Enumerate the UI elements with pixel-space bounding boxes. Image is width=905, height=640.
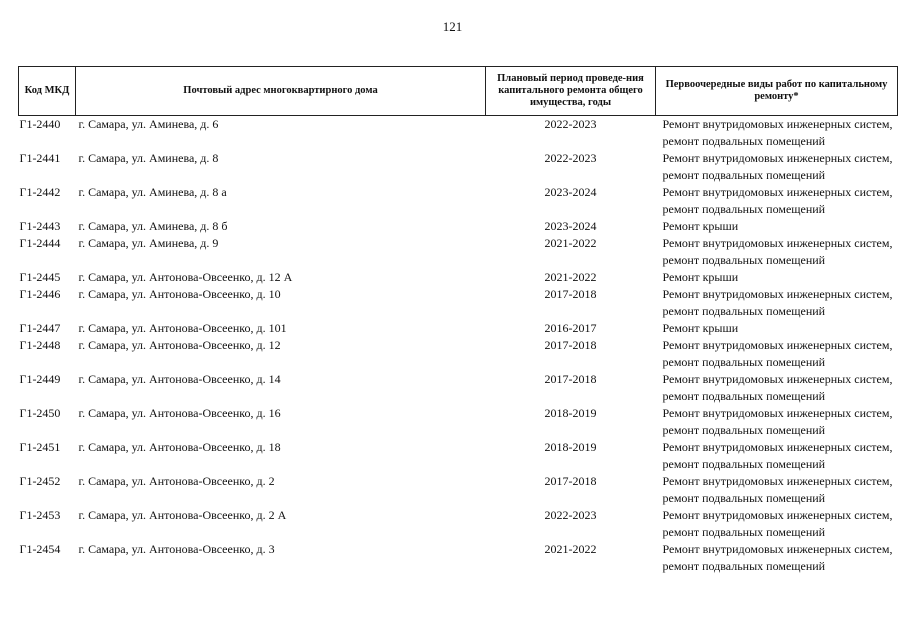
cell-works — [656, 218, 898, 235]
cell-works — [656, 507, 898, 541]
works-line: Ремонт внутридомовых инженерных систем, — [662, 236, 893, 250]
table-row — [19, 218, 898, 235]
cell-address: г. Самара, ул. Антонова-Овсеенко, д. 12 — [78, 338, 281, 352]
cell-address: г. Самара, ул. Антонова-Овсеенко, д. 16 — [78, 406, 281, 420]
works-line: Ремонт внутридомовых инженерных систем, — [662, 508, 893, 522]
cell-period: 2021-2022 — [544, 236, 597, 250]
cell-address: г. Самара, ул. Аминева, д. 9 — [78, 236, 219, 250]
cell-period: 2017-2018 — [544, 287, 597, 301]
table-row — [19, 439, 898, 473]
table-row — [19, 320, 898, 337]
cell-period: 2017-2018 — [544, 338, 597, 352]
cell-address: г. Самара, ул. Аминева, д. 8 б — [78, 219, 228, 233]
cell-address: г. Самара, ул. Антонова-Овсеенко, д. 18 — [78, 440, 281, 454]
cell-address: г. Самара, ул. Антонова-Овсеенко, д. 101 — [78, 321, 287, 335]
table-row — [19, 337, 898, 371]
cell-works — [656, 337, 898, 371]
cell-period: 2023-2024 — [544, 219, 597, 233]
cell-works — [656, 371, 898, 405]
table-row — [19, 405, 898, 439]
cell-period: 2022-2023 — [544, 151, 597, 165]
works-line: ремонт подвальных помещений — [662, 253, 826, 267]
works-line: ремонт подвальных помещений — [662, 423, 826, 437]
works-line: ремонт подвальных помещений — [662, 525, 826, 539]
page-number: 121 — [442, 19, 463, 34]
cell-works — [656, 473, 898, 507]
table-row — [19, 541, 898, 575]
cell-period: 2018-2019 — [544, 440, 597, 454]
cell-code: Г1-2449 — [19, 372, 61, 386]
header-period: Плановый период проведе-ния капитального ремонта общего имущества, годы — [486, 67, 656, 116]
cell-code: Г1-2453 — [19, 508, 61, 522]
cell-works — [656, 269, 898, 286]
works-line: ремонт подвальных помещений — [662, 559, 826, 573]
table-row — [19, 150, 898, 184]
cell-works — [656, 116, 898, 151]
header-works: Первоочередные виды работ по капитальному ремонту* — [656, 67, 898, 116]
cell-period: 2022-2023 — [544, 508, 597, 522]
cell-code: Г1-2454 — [19, 542, 61, 556]
works-line: Ремонт крыши — [662, 219, 739, 233]
table-row — [19, 235, 898, 269]
works-line: ремонт подвальных помещений — [662, 134, 826, 148]
cell-code: Г1-2450 — [19, 406, 61, 420]
cell-period: 2023-2024 — [544, 185, 597, 199]
cell-address: г. Самара, ул. Антонова-Овсеенко, д. 12 А — [78, 270, 293, 284]
cell-address: г. Самара, ул. Аминева, д. 8 — [78, 151, 219, 165]
cell-period: 2017-2018 — [544, 474, 597, 488]
works-line: Ремонт внутридомовых инженерных систем, — [662, 117, 893, 131]
cell-address: г. Самара, ул. Антонова-Овсеенко, д. 10 — [78, 287, 281, 301]
works-line: Ремонт внутридомовых инженерных систем, — [662, 542, 893, 556]
cell-address: г. Самара, ул. Аминева, д. 8 а — [78, 185, 227, 199]
cell-works — [656, 286, 898, 320]
table-row — [19, 116, 898, 151]
cell-period: 2017-2018 — [544, 372, 597, 386]
works-line: Ремонт внутридомовых инженерных систем, — [662, 372, 893, 386]
cell-works — [656, 320, 898, 337]
header-address: Почтовый адрес многоквартирного дома — [76, 67, 486, 116]
cell-address: г. Самара, ул. Антонова-Овсеенко, д. 2 — [78, 474, 275, 488]
cell-code: Г1-2441 — [19, 151, 61, 165]
works-line: Ремонт внутридомовых инженерных систем, — [662, 185, 893, 199]
works-line: ремонт подвальных помещений — [662, 202, 826, 216]
table-row — [19, 184, 898, 218]
cell-works — [656, 150, 898, 184]
cell-period: 2016-2017 — [544, 321, 597, 335]
cell-code: Г1-2445 — [19, 270, 61, 284]
cell-address: г. Самара, ул. Антонова-Овсеенко, д. 14 — [78, 372, 281, 386]
table-row — [19, 507, 898, 541]
table-header — [19, 67, 898, 116]
cell-works — [656, 439, 898, 473]
cell-address: г. Самара, ул. Антонова-Овсеенко, д. 3 — [78, 542, 275, 556]
works-line: ремонт подвальных помещений — [662, 304, 826, 318]
table-row — [19, 371, 898, 405]
cell-works — [656, 235, 898, 269]
cell-code: Г1-2452 — [19, 474, 61, 488]
works-line: Ремонт внутридомовых инженерных систем, — [662, 287, 893, 301]
works-line: ремонт подвальных помещений — [662, 355, 826, 369]
cell-code: Г1-2440 — [19, 117, 61, 131]
housing-register-table — [18, 66, 898, 575]
cell-code: Г1-2443 — [19, 219, 61, 233]
cell-works — [656, 541, 898, 575]
cell-works — [656, 405, 898, 439]
works-line: ремонт подвальных помещений — [662, 389, 826, 403]
works-line: Ремонт внутридомовых инженерных систем, — [662, 440, 893, 454]
works-line: Ремонт внутридомовых инженерных систем, — [662, 406, 893, 420]
cell-address: г. Самара, ул. Антонова-Овсеенко, д. 2 А — [78, 508, 287, 522]
table-row — [19, 286, 898, 320]
cell-period: 2018-2019 — [544, 406, 597, 420]
header-row — [19, 67, 898, 116]
cell-period: 2022-2023 — [544, 117, 597, 131]
cell-period: 2021-2022 — [544, 270, 597, 284]
table-row — [19, 473, 898, 507]
works-line: ремонт подвальных помещений — [662, 168, 826, 182]
works-line: Ремонт крыши — [662, 270, 739, 284]
cell-code: Г1-2447 — [19, 321, 61, 335]
cell-works — [656, 184, 898, 218]
works-line: ремонт подвальных помещений — [662, 457, 826, 471]
cell-period: 2021-2022 — [544, 542, 597, 556]
cell-code: Г1-2444 — [19, 236, 61, 250]
works-line: Ремонт внутридомовых инженерных систем, — [662, 474, 893, 488]
table-row — [19, 269, 898, 286]
table-body — [19, 116, 898, 576]
cell-code: Г1-2446 — [19, 287, 61, 301]
header-code: Код МКД — [19, 67, 76, 116]
works-line: Ремонт внутридомовых инженерных систем, — [662, 151, 893, 165]
cell-code: Г1-2451 — [19, 440, 61, 454]
works-line: Ремонт крыши — [662, 321, 739, 335]
cell-code: Г1-2442 — [19, 185, 61, 199]
works-line: Ремонт внутридомовых инженерных систем, — [662, 338, 893, 352]
works-line: ремонт подвальных помещений — [662, 491, 826, 505]
cell-address: г. Самара, ул. Аминева, д. 6 — [78, 117, 219, 131]
cell-code: Г1-2448 — [19, 338, 61, 352]
